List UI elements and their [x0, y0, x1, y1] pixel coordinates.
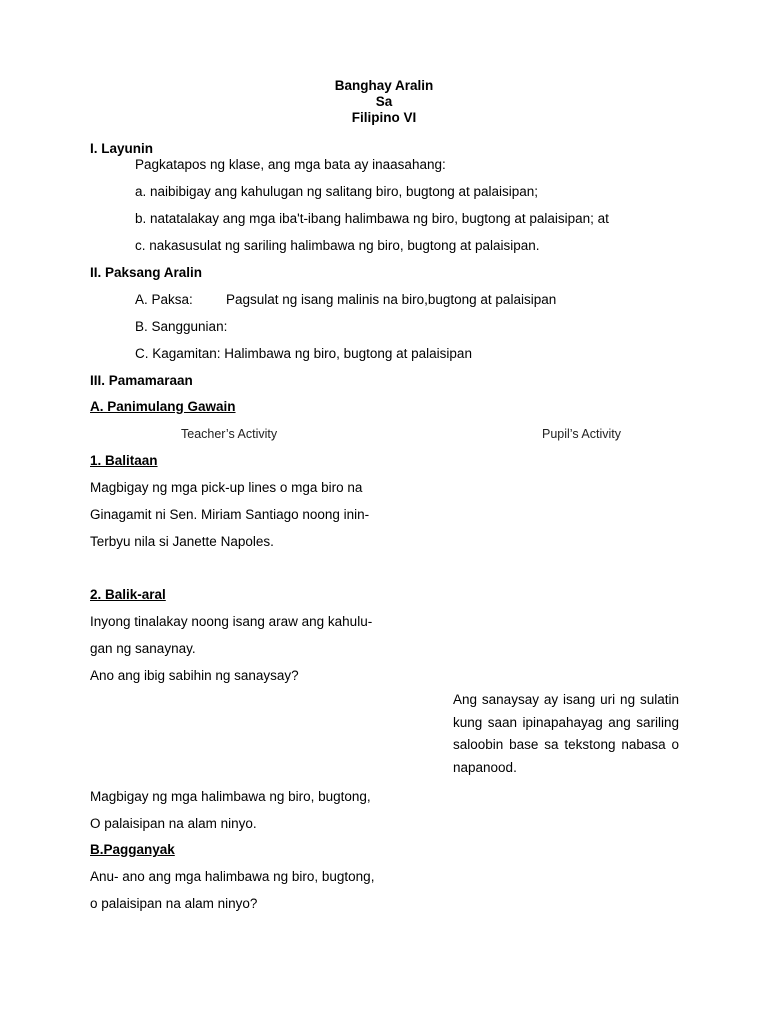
paksa-value: Pagsulat ng isang malinis na biro,bugtong at palaisipan — [226, 292, 557, 307]
title-line-3: Filipino VI — [351, 110, 417, 125]
balik-aral-heading: 2. Balik-aral — [90, 587, 166, 602]
followup-line: O palaisipan na alam ninyo. — [90, 816, 257, 831]
followup-line: Magbigay ng mga halimbawa ng biro, bugtong, — [90, 789, 371, 804]
kagamitan-line: C. Kagamitan: Halimbawa ng biro, bugtong at palaisipan — [135, 346, 472, 361]
balitaan-line: Magbigay ng mga pick-up lines o mga biro na — [90, 480, 363, 495]
balik-aral-line: gan ng sanaynay. — [90, 641, 196, 656]
pagganyak-line: Anu- ano ang mga halimbawa ng biro, bugtong, — [90, 869, 375, 884]
pagganyak-heading: B.Pagganyak — [90, 842, 175, 857]
sanggunian-label: B. Sanggunian: — [135, 319, 228, 334]
pupil-activity-label: Pupil’s Activity — [542, 427, 621, 441]
balitaan-heading: 1. Balitaan — [90, 453, 158, 468]
balik-aral-question: Ano ang ibig sabihin ng sanaysay? — [90, 668, 299, 683]
panimulang-gawain-heading: A. Panimulang Gawain — [90, 399, 236, 414]
paksang-aralin-heading: II. Paksang Aralin — [90, 265, 203, 280]
pupil-answer: Ang sanaysay ay isang uri ng sulatin kung saan ipinapahayag ang sariling saloobin base sa tekstong nabasa o napanood. — [453, 692, 679, 775]
layunin-item-b: b. natatalakay ang mga iba't-ibang halimbawa ng biro, bugtong at palaisipan; at — [135, 211, 609, 226]
title-line-2: Sa — [375, 94, 393, 109]
layunin-heading: I. Layunin — [90, 141, 154, 156]
pagganyak-line: o palaisipan na alam ninyo? — [90, 896, 258, 911]
teacher-activity-label: Teacher’s Activity — [181, 427, 278, 441]
paksa-label: A. Paksa: — [135, 292, 193, 307]
layunin-item-c: c. nakasusulat ng sariling halimbawa ng biro, bugtong at palaisipan. — [135, 238, 540, 253]
balitaan-line: Terbyu nila si Janette Napoles. — [90, 534, 274, 549]
pamamaraan-heading: III. Pamamaraan — [90, 373, 193, 388]
layunin-item-a: a. naibibigay ang kahulugan ng salitang biro, bugtong at palaisipan; — [135, 184, 539, 199]
balik-aral-line: Inyong tinalakay noong isang araw ang kahulu- — [90, 614, 373, 629]
balitaan-line: Ginagamit ni Sen. Miriam Santiago noong inin- — [90, 507, 370, 522]
title-line-1: Banghay Aralin — [334, 78, 434, 93]
layunin-intro: Pagkatapos ng klase, ang mga bata ay inaasahang: — [135, 157, 446, 172]
